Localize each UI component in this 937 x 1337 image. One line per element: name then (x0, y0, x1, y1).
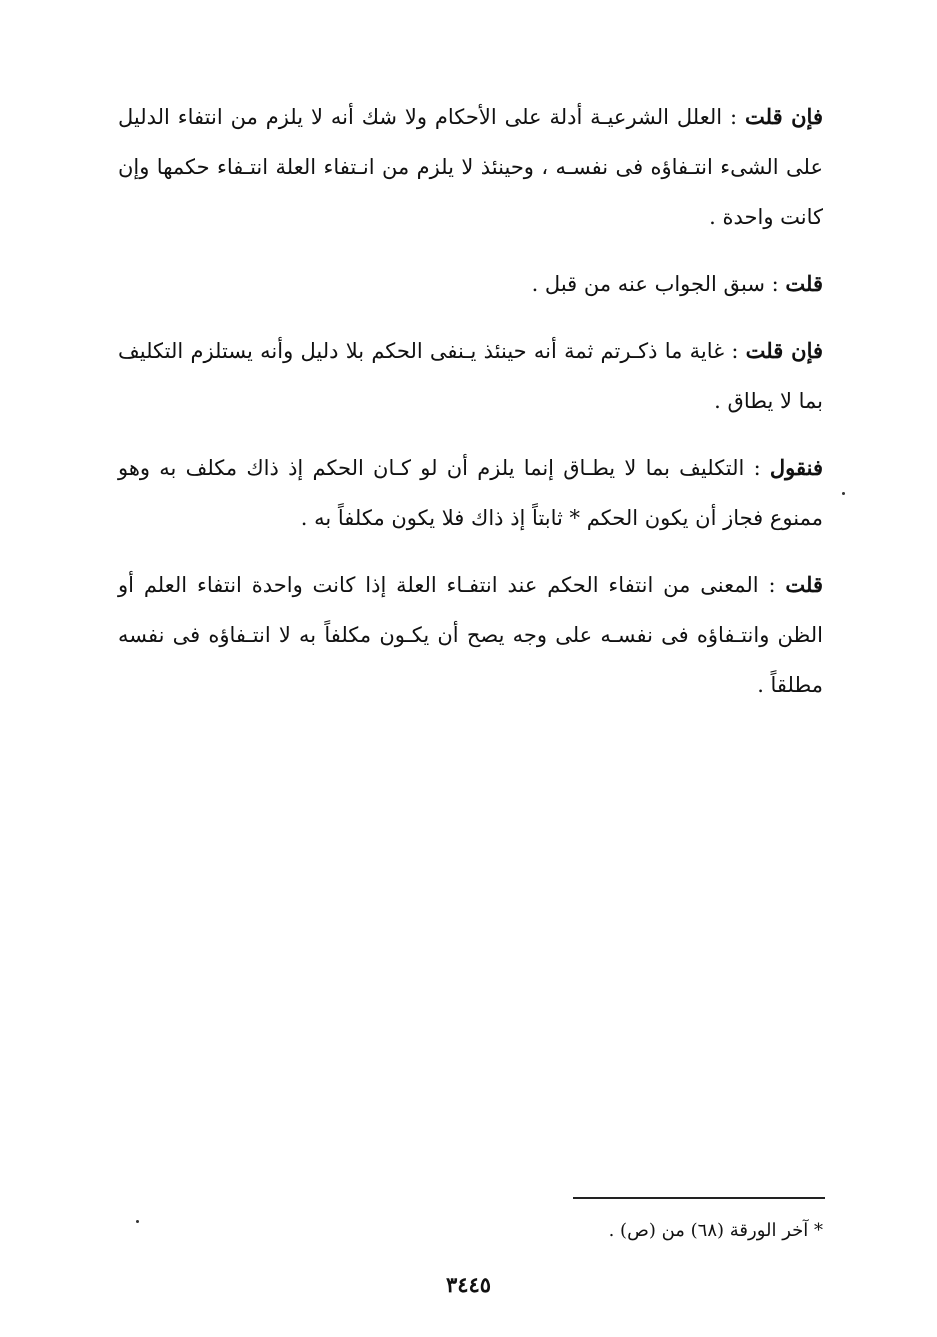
paragraph (118, 443, 823, 543)
footnote-divider (573, 1197, 825, 1199)
scan-speck (136, 1220, 139, 1223)
paragraph-lead: قلت (785, 271, 823, 296)
main-text (118, 92, 823, 727)
paragraph-text: : سبق الجواب عنه من قبل . (531, 272, 786, 296)
page-number: ٣٤٤٥ (445, 1272, 492, 1297)
footnote: * آخر الورقة (٦٨) من (ص) . (608, 1220, 823, 1241)
paragraph (118, 259, 823, 309)
paragraph-lead: فإن قلت (745, 104, 823, 129)
paragraph-text: : غاية ما ذكـرتم ثمة أنه حينئذ يـنفى الحكم بلا دليل وأنه يستلزم التكليف بما لا يطاق . (118, 339, 823, 413)
paragraph-text: : المعنى من انتفاء الحكم عند انتفـاء العلة إذا كانت واحدة انتفاء العلم أو الظن وانتـفاؤه فى نفسـه على وجه يصح أن يكـون مكلفاً به لا انتـفاؤه فى نفسه مطلقاً . (118, 573, 823, 697)
paragraph-text: : العلل الشرعيـة أدلة على الأحكام ولا شك أنه لا يلزم من انتفاء الدليل على الشىء انتـفاؤه فى نفسـه ، وحينئذ لا يلزم من انـتفاء العلة انتـفاء حكمها وإن كانت واحدة . (118, 105, 823, 229)
paragraph (118, 326, 823, 426)
paragraph (118, 560, 823, 710)
paragraph-text: : التكليف بما لا يطـاق إنما يلزم أن لو كـان الحكم إذ ذاك مكلف به وهو ممنوع فجاز أن يكون الحكم * ثابتاً إذ ذاك فلا يكون مكلفاً به . (118, 456, 823, 530)
paragraph-lead: قلت (785, 572, 823, 597)
paragraph-lead: فإن قلت (745, 338, 824, 363)
scan-speck (842, 492, 845, 495)
paragraph-lead: فنقول (769, 455, 823, 480)
paragraph (118, 92, 823, 242)
